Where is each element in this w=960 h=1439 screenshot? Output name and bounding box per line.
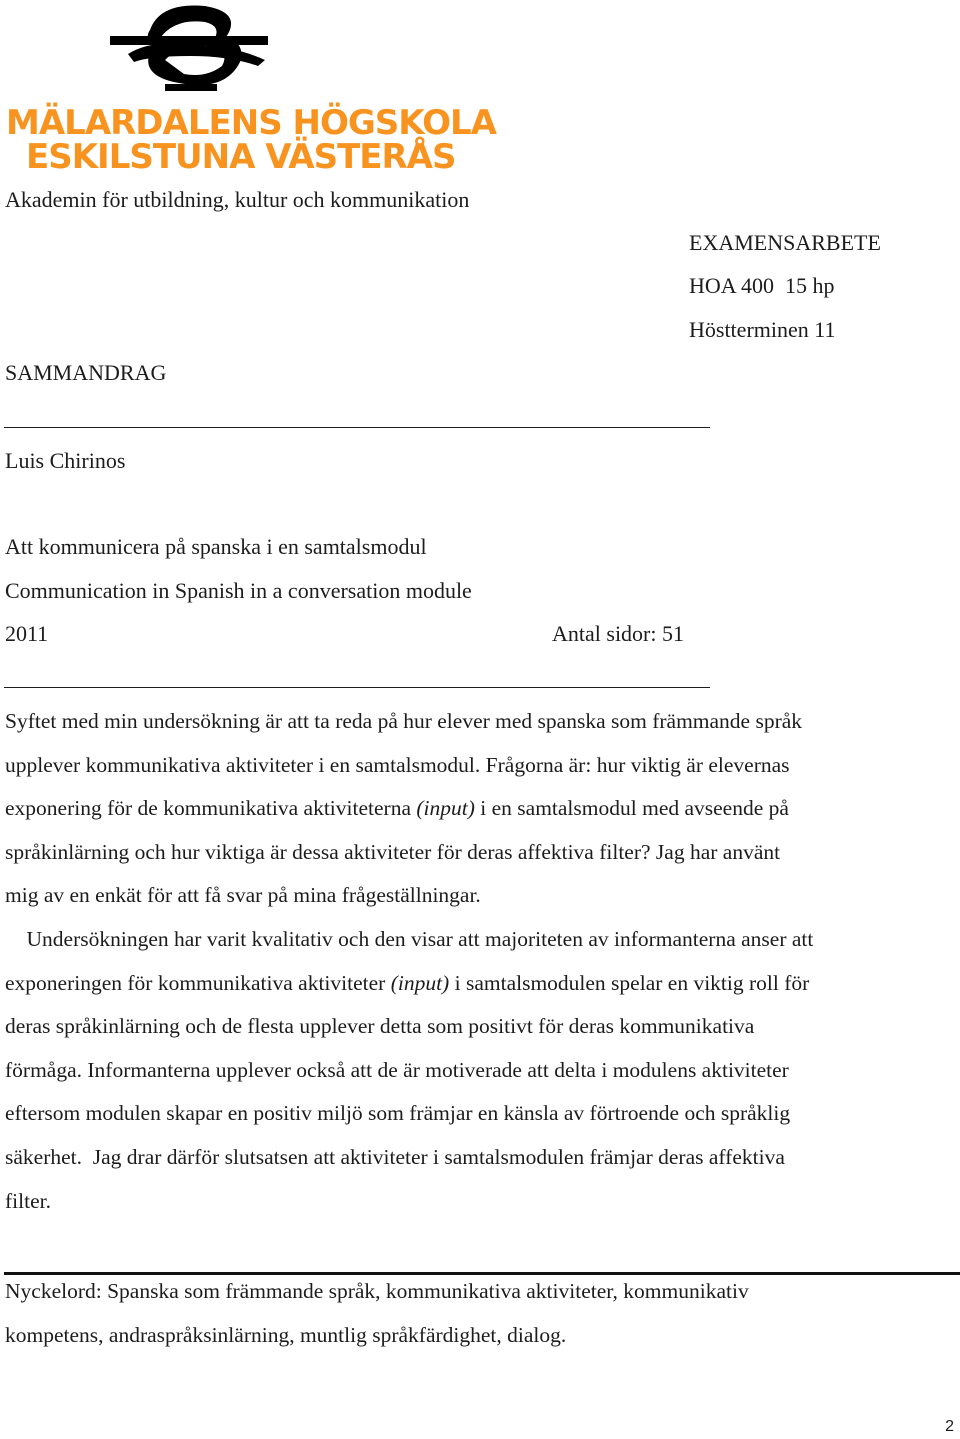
term: Höstterminen 11: [689, 317, 836, 342]
abstract-line: [5, 700, 957, 744]
abstract-line: [5, 874, 957, 918]
text-segment: Undersökningen har varit kvalitativ och den visar att majoriteten av informanterna anser att: [5, 927, 814, 951]
abstract-line: [5, 1136, 957, 1180]
text-segment: mig av en enkät för att få svar på mina frågeställningar.: [5, 883, 481, 908]
logo-line-2: ESKILSTUNA VÄSTERÅS: [26, 137, 456, 177]
text-segment: i en samtalsmodul med avseende på: [474, 796, 789, 821]
text-segment: (input): [390, 970, 450, 995]
text-segment: Syftet med min undersökning är att ta reda på hur elever med spanska som främmande språk: [5, 709, 803, 733]
section-heading: SAMMANDRAG: [5, 360, 167, 385]
abstract-line: [5, 1005, 957, 1049]
keywords-line-2: kompetens, andraspråksinlärning, muntlig språkfärdighet, dialog.: [5, 1323, 567, 1347]
abstract-paragraph-2: [5, 918, 957, 1223]
divider-bottom: [4, 687, 710, 688]
abstract-line: [5, 831, 957, 875]
divider-top: [4, 427, 710, 428]
text-segment: eftersom modulen skapar en positiv miljö som främjar en känsla av förtroende och språklig: [5, 1101, 791, 1126]
text-segment: språkinlärning och hur viktiga är dessa aktiviteter för deras affektiva filter? Jag har använt: [5, 839, 781, 864]
author-name: Luis Chirinos: [5, 448, 126, 473]
academy-name: Akademin för utbildning, kultur och kommunikation: [5, 187, 470, 212]
text-segment: säkerhet. Jag drar därför slutsatsen att aktiviteter i samtalsmodulen främjar deras affektiva: [5, 1144, 785, 1169]
abstract-line: [5, 1049, 957, 1093]
page-count: Antal sidor: 51: [552, 621, 684, 646]
abstract-line: [5, 1092, 957, 1136]
abstract-line: [5, 918, 957, 962]
abstract-line: [5, 787, 957, 831]
text-segment: i samtalsmodulen spelar en viktig roll för: [449, 970, 810, 995]
logo-line-1: MÄLARDALENS HÖGSKOLA: [6, 103, 496, 143]
course-code: HOA 400 15 hp: [689, 273, 835, 298]
abstract-line: [5, 744, 957, 788]
abstract-line: [5, 1180, 957, 1224]
keywords-divider: [4, 1272, 960, 1275]
text-segment: exponering för de kommunikativa aktiviteterna: [5, 796, 417, 821]
title-english: Communication in Spanish in a conversation module: [5, 578, 472, 603]
text-segment: filter.: [5, 1188, 51, 1213]
text-segment: (input): [416, 796, 475, 821]
title-swedish: Att kommunicera på spanska i en samtalsmodul: [5, 534, 427, 559]
page-number: 2: [945, 1418, 954, 1435]
year: 2011: [5, 621, 49, 646]
text-segment: upplever kommunikativa aktiviteter i en samtalsmodul. Frågorna är: hur viktig är elevernas: [5, 752, 790, 777]
text-segment: exponeringen för kommunikativa aktiviteter: [5, 970, 391, 995]
abstract-line: [5, 962, 957, 1006]
text-segment: förmåga. Informanterna upplever också att de är motiverade att delta i modulens aktiviteter: [5, 1057, 789, 1082]
keywords-line-1: Nyckelord: Spanska som främmande språk, kommunikativa aktiviteter, kommunikativ: [5, 1279, 749, 1303]
text-segment: deras språkinlärning och de flesta upplever detta som positivt för deras kommunikativa: [5, 1014, 755, 1039]
exam-type: EXAMENSARBETE: [689, 230, 881, 255]
abstract-paragraph-1: [5, 700, 957, 918]
